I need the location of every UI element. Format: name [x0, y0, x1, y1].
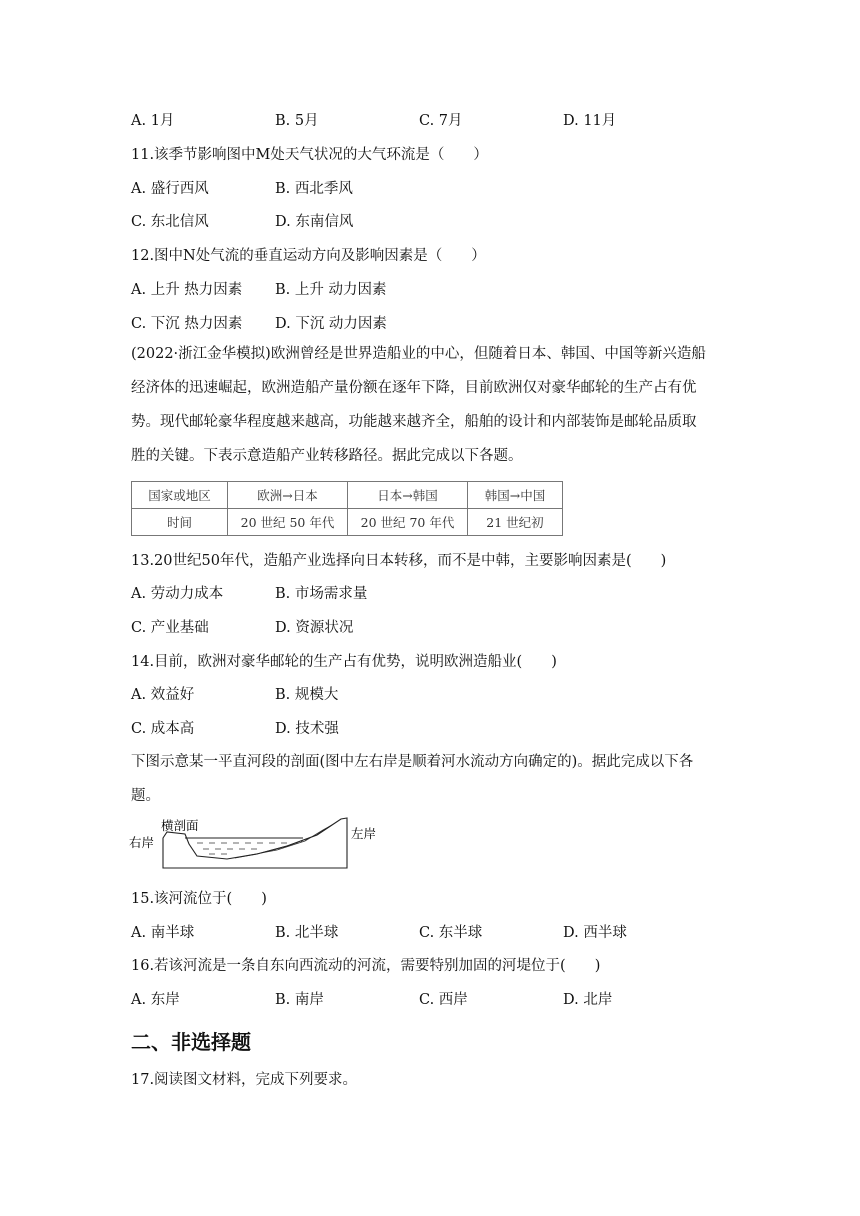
q15-option-c: C. 东半球: [419, 925, 483, 941]
water-body: [197, 843, 287, 854]
q12-option-c: C. 下沉 热力因素: [131, 316, 243, 332]
q13-option-d: D. 资源状况: [275, 620, 354, 636]
q12-option-b: B. 上升 动力因素: [275, 282, 387, 298]
table-cell: 20 世纪 70 年代: [348, 509, 468, 536]
q10-option-c: C. 7月: [419, 113, 463, 129]
q10-option-d: D. 11月: [563, 113, 617, 129]
table-cell: 日本→韩国: [348, 482, 468, 509]
q13-option-a: A. 劳动力成本: [131, 586, 224, 602]
q16-option-a: A. 东岸: [131, 992, 180, 1008]
label-left-bank: 左岸: [351, 826, 377, 841]
passage-line: 胜的关键。下表示意造船产业转移路径。据此完成以下各题。: [131, 448, 523, 464]
q13-option-b: B. 市场需求量: [275, 586, 368, 602]
passage-shipbuilding: [131, 337, 731, 473]
table-cell: 时间: [132, 509, 228, 536]
passage-line: 题。: [131, 788, 160, 804]
q17-stem: 17.阅读图文材料，完成下列要求。: [131, 1072, 358, 1088]
table-header-row: [132, 482, 563, 509]
q12-stem: 12.图中N处气流的垂直运动方向及影响因素是（ ）: [131, 248, 486, 264]
passage-line: 经济体的迅速崛起，欧洲造船产量份额在逐年下降，目前欧洲仅对豪华邮轮的生产占有优: [131, 380, 697, 396]
q15-stem: 15.该河流位于( ): [131, 891, 267, 907]
q13-stem: 13.20世纪50年代，造船产业选择向日本转移，而不是中韩，主要影响因素是( ): [131, 553, 667, 569]
table-cell: 欧洲→日本: [228, 482, 348, 509]
q14-stem: 14.目前，欧洲对豪华邮轮的生产占有优势，说明欧洲造船业( ): [131, 654, 557, 670]
q11-option-b: B. 西北季风: [275, 181, 353, 197]
q16-option-c: C. 西岸: [419, 992, 468, 1008]
q11-option-c: C. 东北信风: [131, 214, 209, 230]
table-cell: 国家或地区: [132, 482, 228, 509]
label-cross-section: 横剖面: [161, 818, 199, 833]
section-title: 二、非选择题: [131, 1030, 251, 1054]
passage-line: (2022·浙江金华模拟)欧洲曾经是世界造船业的中心，但随着日本、韩国、中国等新兴造船: [131, 346, 706, 362]
q15-option-a: A. 南半球: [131, 925, 195, 941]
q14-option-c: C. 成本高: [131, 721, 195, 737]
q10-option-b: B. 5月: [275, 113, 319, 129]
q11-option-d: D. 东南信风: [275, 214, 354, 230]
q14-option-b: B. 规模大: [275, 687, 339, 703]
passage-line: 势。现代邮轮豪华程度越来越高，功能越来越齐全，船舶的设计和内部装饰是邮轮品质取: [131, 414, 697, 430]
passage-line: 下图示意某一平直河段的剖面(图中左右岸是顺着河水流动方向确定的)。据此完成以下各: [131, 754, 694, 770]
table-cell: 韩国→中国: [468, 482, 563, 509]
river-cross-section-diagram: [127, 812, 387, 872]
q11-option-a: A. 盛行西风: [131, 181, 209, 197]
table-cell: 21 世纪初: [468, 509, 563, 536]
q12-option-d: D. 下沉 动力因素: [275, 316, 387, 332]
q14-option-d: D. 技术强: [275, 721, 339, 737]
q14-option-a: A. 效益好: [131, 687, 195, 703]
river-cross-section-figure: [127, 812, 387, 876]
q16-option-b: B. 南岸: [275, 992, 324, 1008]
q13-option-c: C. 产业基础: [131, 620, 209, 636]
table-row: [132, 509, 563, 536]
q10-option-a: A. 1月: [131, 113, 175, 129]
q15-option-b: B. 北半球: [275, 925, 339, 941]
passage-river: [131, 745, 731, 813]
table-cell: 20 世纪 50 年代: [228, 509, 348, 536]
q15-option-d: D. 西半球: [563, 925, 627, 941]
label-right-bank: 右岸: [129, 835, 155, 850]
q16-stem: 16.若该河流是一条自东向西流动的河流，需要特别加固的河堤位于( ): [131, 958, 601, 974]
q16-option-d: D. 北岸: [563, 992, 613, 1008]
q11-stem: 11.该季节影响图中M处天气状况的大气环流是（ ）: [131, 147, 488, 163]
q12-option-a: A. 上升 热力因素: [131, 282, 243, 298]
shipbuilding-transfer-table: [131, 481, 563, 536]
